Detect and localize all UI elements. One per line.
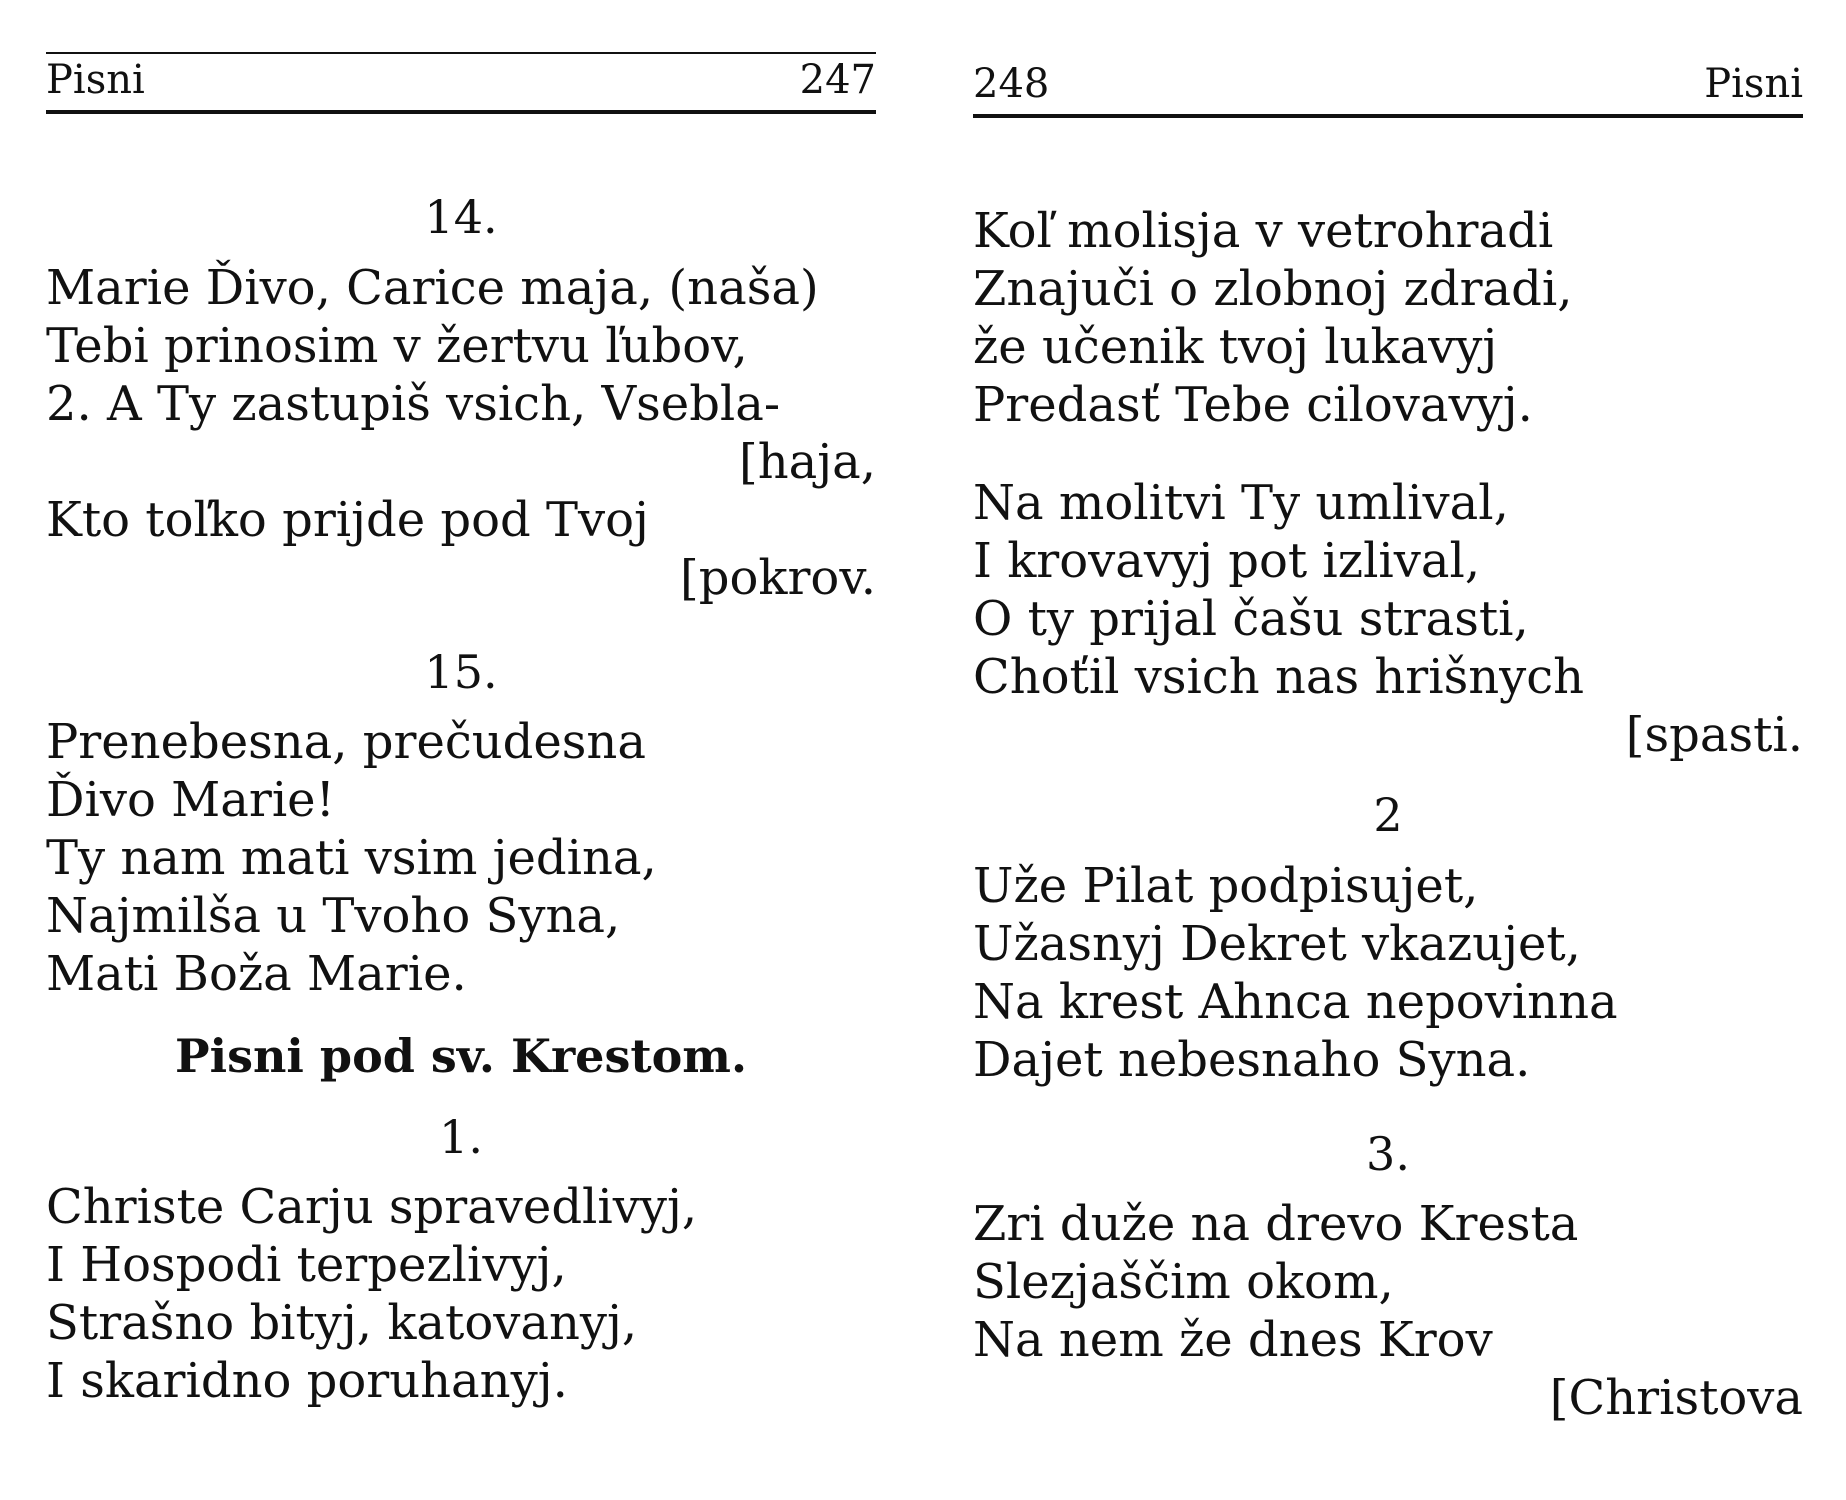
running-head-left: [46, 52, 876, 114]
verse-line-continuation: [Christova: [1549, 1370, 1803, 1427]
verse-line-continuation: [spasti.: [1625, 707, 1803, 763]
stanza-2: [973, 857, 1803, 1089]
verse-line: 2. A Ty zastupiš vsich, Vsebla-: [46, 375, 781, 432]
page-number: 247: [799, 57, 876, 103]
verse-line: Na krest Ahnca nepovinna: [973, 973, 1618, 1030]
stanza-number-14: 14.: [424, 190, 498, 244]
left-content: [46, 192, 876, 1410]
verse-line: Slezjaščim okom,: [973, 1254, 1394, 1311]
verse-line-continuation: [haja,: [738, 433, 876, 490]
verse-line: Uže Pilat podpisujet,: [973, 857, 1479, 914]
right-content: [973, 202, 1803, 1427]
running-head-title: Pisni: [1704, 61, 1803, 107]
right-page: [973, 52, 1803, 1482]
page-number: 248: [973, 61, 1050, 107]
verse-line: I krovavyj pot izlival,: [973, 533, 1481, 589]
verse-line: I skaridno poruhanyj.: [46, 1353, 568, 1410]
verse-line: I Hospodi terpezlivyj,: [46, 1237, 567, 1294]
stanza-3: [973, 1195, 1803, 1427]
verse-line: O ty prijal čašu strasti,: [973, 591, 1529, 647]
running-head-right: [973, 52, 1803, 118]
verse-line: Koľ molisja v vetrohradi: [973, 203, 1554, 259]
verse-line: Choťil vsich nas hrišnych: [973, 649, 1585, 705]
verse-line: Strašno bityj, katovanyj,: [46, 1295, 638, 1352]
verse-line: Marie Ďivo, Carice maja, (naša): [46, 259, 819, 316]
stanza-15: [46, 713, 876, 1003]
left-page: [46, 52, 876, 1482]
verse-line: Na nem že dnes Krov: [973, 1312, 1493, 1369]
verse-line: Tebi prinosim v žertvu ľubov,: [46, 317, 748, 374]
verse-b: [973, 474, 1803, 764]
verse-line: Kto toľko prijde pod Tvoj: [46, 491, 649, 548]
verse-line: Mati Boža Marie.: [46, 946, 467, 1003]
verse-line: Prenebesna, prečudesna: [46, 714, 646, 771]
stanza-number-3: 3.: [1366, 1126, 1410, 1181]
stanza-14: [46, 259, 876, 607]
verse-line: Ty nam mati vsim jedina,: [46, 830, 657, 887]
stanza-1: [46, 1178, 876, 1410]
verse-line: že učenik tvoj lukavyj: [973, 319, 1498, 375]
verse-line: Znajuči o zlobnoj zdradi,: [973, 261, 1573, 317]
verse-line: Christe Carju spravedlivyj,: [46, 1179, 698, 1236]
verse-line: Najmilša u Tvoho Syna,: [46, 888, 621, 945]
verse-line: Predasť Tebe cilovavyj.: [973, 377, 1533, 433]
verse-line: Ďivo Marie!: [46, 772, 335, 829]
verse-line: Dajet nebesnaho Syna.: [973, 1031, 1531, 1088]
stanza-number-15: 15.: [424, 644, 498, 699]
stanza-number-2: 2: [1373, 788, 1403, 842]
verse-line: Zri duže na drevo Kresta: [973, 1196, 1579, 1253]
stanza-number-1: 1.: [439, 1109, 483, 1164]
verse-line: Užasnyj Dekret vkazujet,: [973, 915, 1581, 972]
running-head-title: Pisni: [46, 57, 145, 103]
section-title: Pisni pod sv. Krestom.: [175, 1029, 747, 1084]
verse-line-continuation: [pokrov.: [680, 549, 876, 606]
verse-line: Na molitvi Ty umlival,: [973, 475, 1509, 531]
verse-a: [973, 202, 1803, 434]
